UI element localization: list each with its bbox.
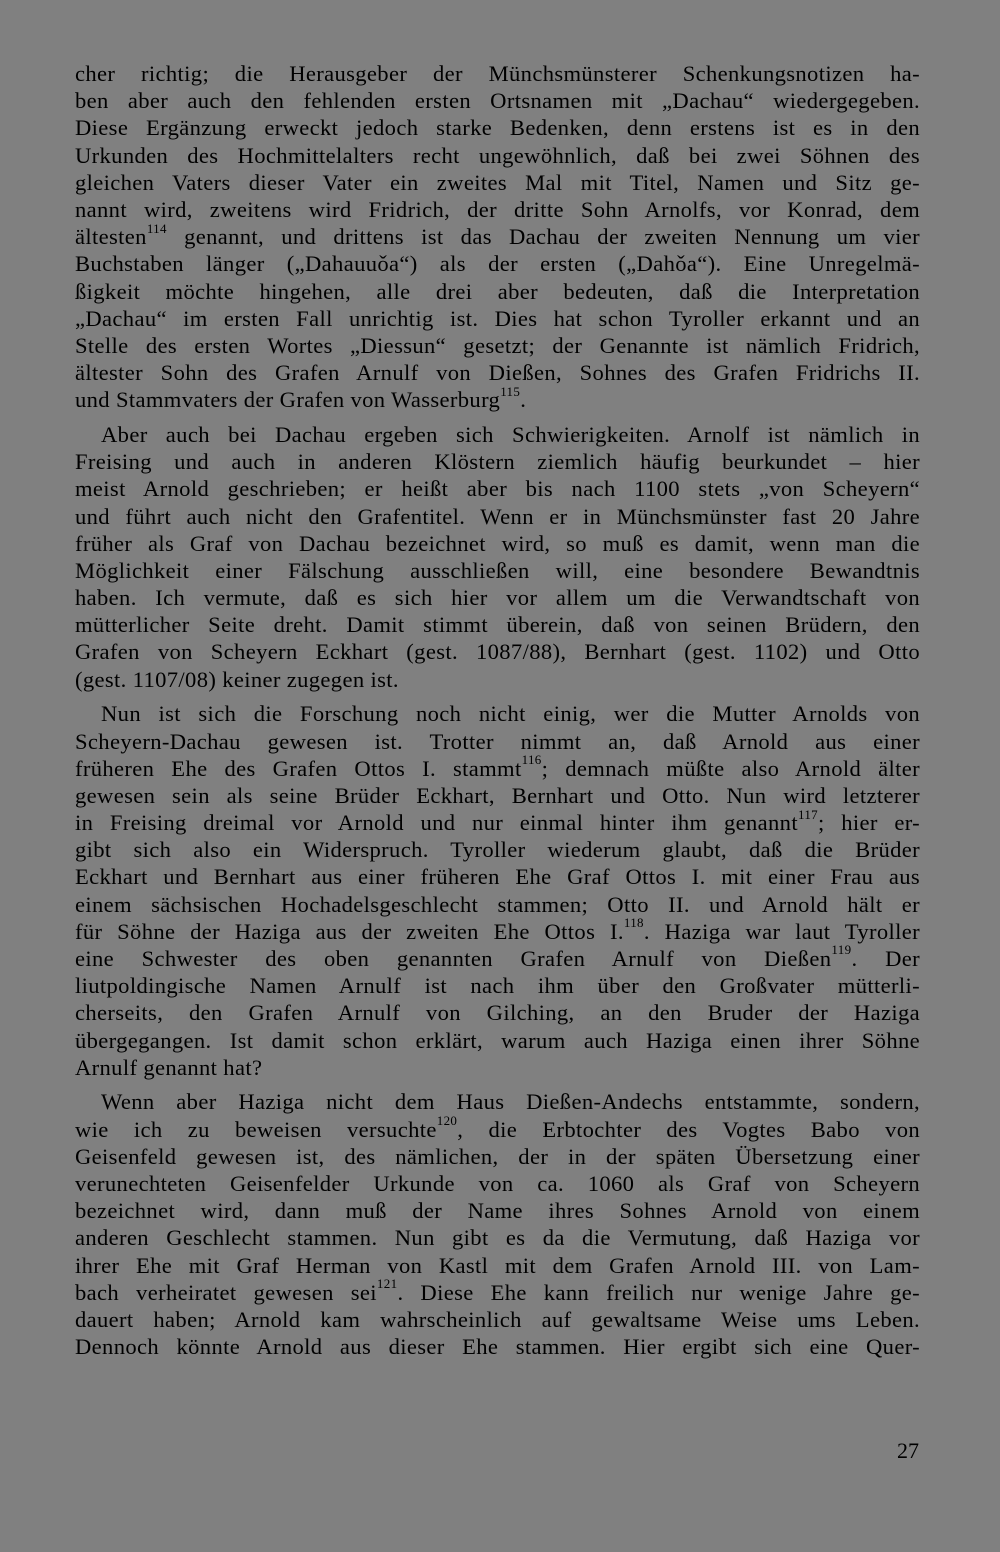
text-line: liutpoldingische Namen Arnulf ist nach ihm über den Großvater mütterli- bbox=[75, 973, 920, 999]
text-line: früheren Ehe des Grafen Ottos I. stammt$^{116}$; demnach müßte also Arnold älter bbox=[75, 752, 920, 781]
text-line: verunechteten Geisenfelder Urkunde von ca. 1060 als Graf von Scheyern bbox=[75, 1171, 920, 1196]
text-line: ßigkeit möchte hingehen, alle drei aber bedeuten, daß die Interpretation bbox=[75, 278, 920, 304]
text-line: eine Schwester des oben genannten Grafen Arnulf von Dießen$^{119}$. Der bbox=[75, 942, 920, 971]
footnote-marker: 120 bbox=[436, 1113, 458, 1129]
text-line: in Freising dreimal vor Arnold und nur einmal hinter ihm genannt$^{117}$; hier er- bbox=[75, 806, 920, 836]
paragraph bbox=[75, 1088, 920, 1360]
paragraph bbox=[75, 60, 920, 413]
text-line: Dennoch könnte Arnold aus dieser Ehe stammen. Hier ergibt sich eine Quer- bbox=[75, 1334, 920, 1360]
text-line: für Söhne der Haziga aus der zweiten Ehe Ottos I.$^{118}$. Haziga war laut Tyroller bbox=[75, 915, 920, 944]
page-number: 27 bbox=[897, 1438, 919, 1463]
text-line: cher richtig; die Herausgeber der Münchsmünsterer Schenkungsnotizen ha- bbox=[75, 61, 920, 86]
text-line: Aber auch bei Dachau ergeben sich Schwierigkeiten. Arnolf ist nämlich in bbox=[101, 421, 920, 447]
text-line: und Stammvaters der Grafen von Wasserburg$^{115}$. bbox=[75, 383, 527, 413]
text-line: gewesen sein als seine Brüder Eckhart, Bernhart und Otto. Nun wird letzterer bbox=[75, 782, 920, 808]
text-line: bezeichnet wird, dann muß der Name ihres Sohnes Arnold von einem bbox=[75, 1198, 920, 1224]
text-line: haben. Ich vermute, daß es sich hier vor allem um die Verwandtschaft von bbox=[75, 585, 920, 611]
text-line: gibt sich also ein Widerspruch. Tyroller wiederum glaubt, daß die Brüder bbox=[75, 837, 920, 863]
text-line: Buchstaben länger („Dahauuǒa“) als der ersten („Dahǒa“). Eine Unregelmä- bbox=[75, 251, 920, 277]
footnote-marker: 117 bbox=[797, 806, 819, 822]
text-line: bach verheiratet gewesen sei$^{121}$. Diese Ehe kann freilich nur wenige Jahre ge- bbox=[75, 1276, 920, 1305]
text-line: Freising und auch in anderen Klöstern ziemlich häufig beurkundet – hier bbox=[75, 449, 920, 475]
footnote-marker: 119 bbox=[831, 942, 852, 958]
text-line: Scheyern-Dachau gewesen ist. Trotter nimmt an, daß Arnold aus einer bbox=[75, 728, 920, 754]
footnote-marker: 121 bbox=[376, 1276, 398, 1292]
text-line: Urkunden des Hochmittelalters recht ungewöhnlich, daß bei zwei Söhnen des bbox=[75, 142, 920, 168]
text-line: anderen Geschlecht stammen. Nun gibt es da die Vermutung, daß Haziga vor bbox=[75, 1225, 920, 1251]
text-line: (gest. 1107/08) keiner zugegen ist. bbox=[75, 666, 399, 692]
text-line: früher als Graf von Dachau bezeichnet wird, so muß es damit, wenn man die bbox=[75, 530, 920, 556]
text-line: Möglichkeit einer Fälschung ausschließen will, eine besondere Bewandtnis bbox=[75, 557, 920, 583]
text-line: meist Arnold geschrieben; er heißt aber bis nach 1100 stets „von Scheyern“ bbox=[75, 476, 920, 502]
text-line: übergegangen. Ist damit schon erklärt, warum auch Haziga einen ihrer Söhne bbox=[75, 1027, 920, 1053]
page-body bbox=[75, 60, 920, 1368]
text-line: Diese Ergänzung erweckt jedoch starke Bedenken, denn erstens ist es in den bbox=[75, 115, 920, 141]
text-line: ben aber auch den fehlenden ersten Ortsnamen mit „Dachau“ wiedergegeben. bbox=[75, 88, 920, 114]
text-line: ältesten$^{114}$ genannt, und drittens ist das Dachau der zweiten Nennung um vier bbox=[75, 220, 920, 250]
text-line: einem sächsischen Hochadelsgeschlecht stammen; Otto II. und Arnold hält er bbox=[75, 891, 920, 917]
text-line: wie ich zu beweisen versuchte$^{120}$, die Erbtochter des Vogtes Babo von bbox=[75, 1113, 920, 1142]
text-line: ältester Sohn des Grafen Arnulf von Dießen, Sohnes des Grafen Fridrichs II. bbox=[75, 360, 920, 386]
paragraph bbox=[75, 421, 920, 693]
text-line: mütterlicher Seite dreht. Damit stimmt überein, daß von seinen Brüdern, den bbox=[75, 612, 920, 638]
text-line: und führt auch nicht den Grafentitel. Wenn er in Münchsmünster fast 20 Jahre bbox=[75, 503, 920, 529]
text-line: Grafen von Scheyern Eckhart (gest. 1087/88), Bernhart (gest. 1102) und Otto bbox=[75, 639, 920, 665]
text-line: Arnulf genannt hat? bbox=[75, 1054, 263, 1080]
text-line: ihrer Ehe mit Graf Herman von Kastl mit dem Grafen Arnold III. von Lam- bbox=[75, 1252, 920, 1278]
text-line: cherseits, den Grafen Arnulf von Gilching, an den Bruder der Haziga bbox=[75, 1000, 920, 1026]
footnote-marker: 114 bbox=[146, 220, 167, 236]
text-line: Stelle des ersten Wortes „Diessun“ gesetzt; der Genannte ist nämlich Fridrich, bbox=[75, 332, 920, 358]
footnote-marker: 116 bbox=[521, 752, 542, 768]
paragraph bbox=[75, 700, 920, 1081]
text-line: nannt wird, zweitens wird Fridrich, der dritte Sohn Arnolfs, vor Konrad, dem bbox=[75, 196, 920, 222]
text-line: Geisenfeld gewesen ist, des nämlichen, der in der späten Übersetzung einer bbox=[75, 1143, 920, 1169]
text-line: „Dachau“ im ersten Fall unrichtig ist. Dies hat schon Tyroller erkannt und an bbox=[75, 305, 920, 331]
text-line: Wenn aber Haziga nicht dem Haus Dießen-Andechs entstammte, sondern, bbox=[101, 1089, 920, 1115]
text-line: Eckhart und Bernhart aus einer früheren Ehe Graf Ottos I. mit einer Frau aus bbox=[75, 864, 920, 890]
text-line: dauert haben; Arnold kam wahrscheinlich auf gewaltsame Weise ums Leben. bbox=[75, 1306, 920, 1332]
footnote-marker: 115 bbox=[500, 383, 521, 399]
text-line: Nun ist sich die Forschung noch nicht einig, wer die Mutter Arnolds von bbox=[101, 701, 920, 727]
footnote-marker: 118 bbox=[623, 915, 644, 931]
text-line: gleichen Vaters dieser Vater ein zweites Mal mit Titel, Namen und Sitz ge- bbox=[75, 169, 920, 195]
